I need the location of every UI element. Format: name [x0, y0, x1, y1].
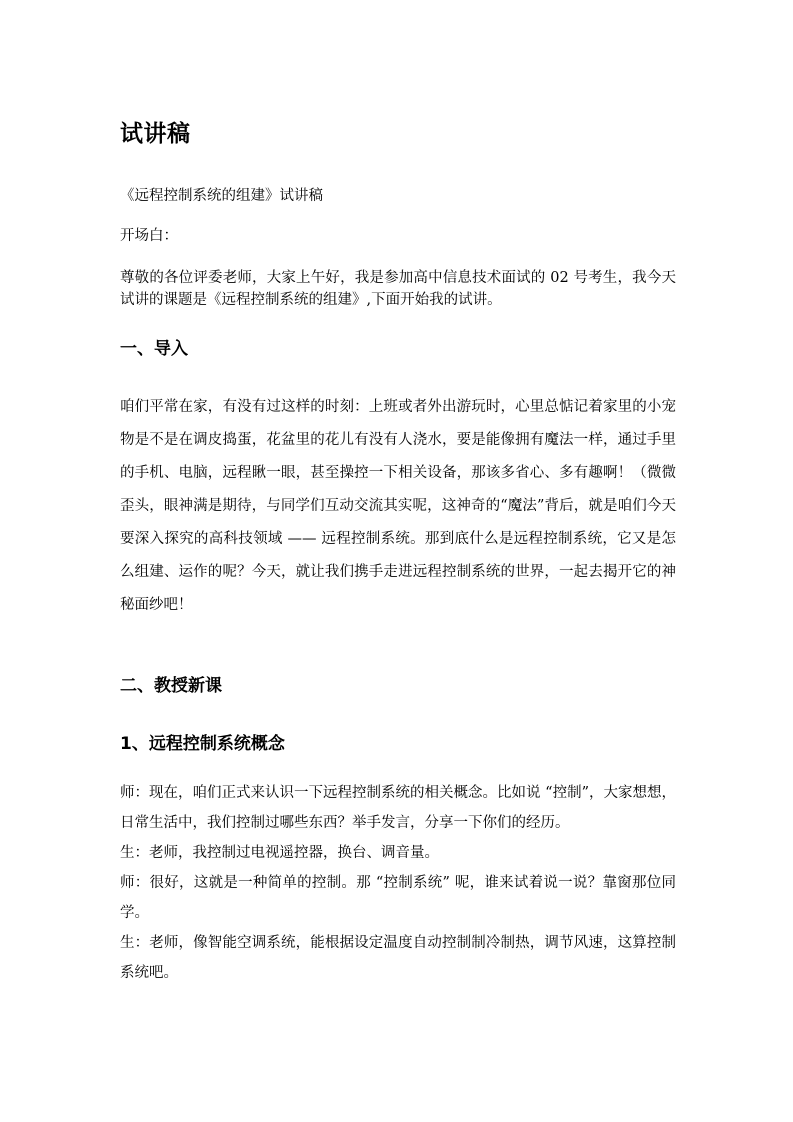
section-heading-new-lesson: 二、教授新课 — [120, 676, 222, 696]
dialogue-line: 生：老师，像智能空调系统，能根据设定温度自动控制制冷制热，调节风速，这算控制系统吧。 — [120, 935, 676, 981]
dialogue-block — [120, 778, 676, 988]
document-title: 试讲稿 — [120, 121, 191, 147]
opening-label: 开场白： — [120, 228, 178, 244]
document-content — [120, 118, 676, 988]
dialogue-line: 师：现在，咱们正式来认识一下远程控制系统的相关概念。比如说 “控制”，大家想想，日常生活中，我们控制过哪些东西？举手发言，分享一下你们的经历。 — [120, 785, 676, 831]
dialogue-line: 生：老师，我控制过电视遥控器，换台、调音量。 — [120, 845, 439, 861]
section-heading-introduction: 一、导入 — [120, 339, 188, 359]
lecture-subtitle: 《远程控制系统的组建》试讲稿 — [120, 188, 323, 204]
subsection-heading-concept: 1、远程控制系统概念 — [120, 734, 285, 754]
opening-paragraph: 尊敬的各位评委老师，大家上午好，我是参加高中信息技术面试的 02 号考生，我今天试讲的课题是《远程控制系统的组建》,下面开始我的试讲。 — [120, 270, 676, 308]
introduction-paragraph: 咱们平常在家，有没有过这样的时刻：上班或者外出游玩时，心里总惦记着家里的小宠物是不是在调皮捣蛋，花盆里的花儿有没有人浇水，要是能像拥有魔法一样，通过手里的手机、电脑，远程瞅一眼，甚至操控一下相关设备，那该多省心、多有趣啊！（微微歪头，眼神满是期待，与同学们互动交流其实呢，这神奇的“魔法”背后，就是咱们今天要深入探究的高科技领域 —— 远程控制系统。那到底什么是远程控制系统，它又是怎么组建、运作的呢？今天，就让我们携手走进远程控制系统的世界，一起去揭开它的神秘面纱吧！ — [120, 399, 676, 613]
dialogue-line: 师：很好，这就是一种简单的控制。那 “控制系统” 呢，谁来试着说一说？靠窗那位同学。 — [120, 875, 676, 921]
